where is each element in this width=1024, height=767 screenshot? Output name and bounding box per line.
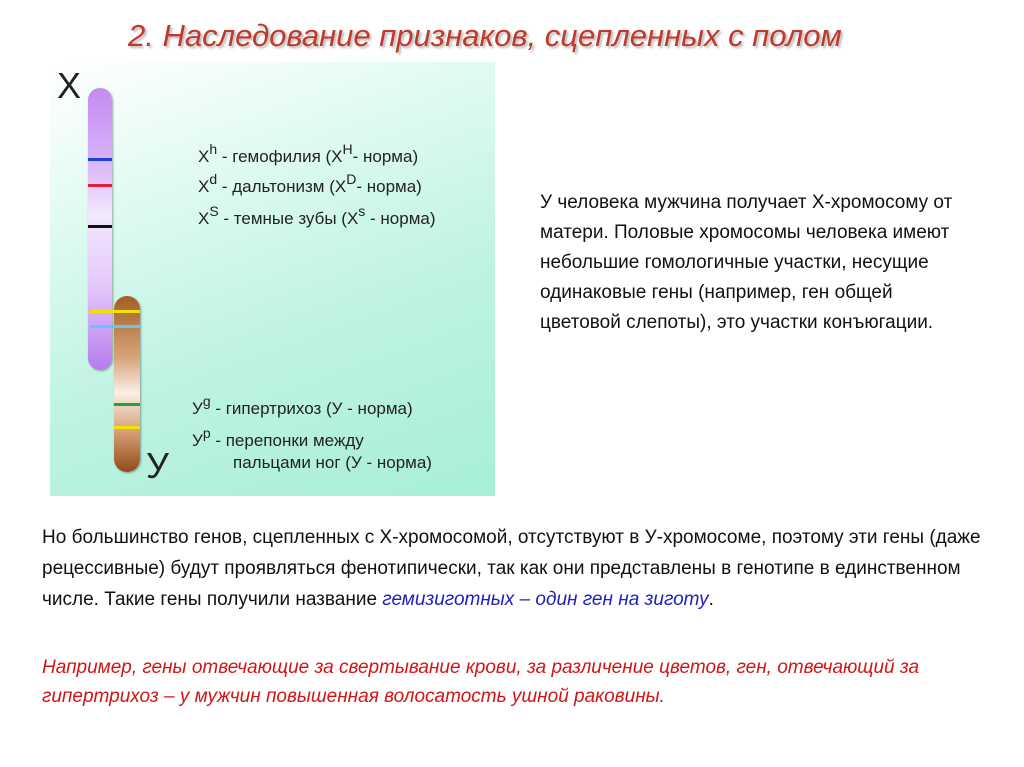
x-chromosome-label: X xyxy=(57,65,82,106)
homologous-band-yellow xyxy=(90,310,140,313)
conjugation-paragraph: У человека мужчина получает Х-хромосому от матери. Половые хромосомы человека имеют небольшие гомологичные участки, несущие одинаковые гены (например, ген общей цветовой слепоты), это участки конъюгации. xyxy=(540,192,953,333)
gene-webbed-toes-cont: пальцами ног (У - норма) xyxy=(233,453,432,472)
y-chromosome xyxy=(114,296,140,472)
gene-hemophilia: $X^h$ - гемофилия ($X^H-$ норма) xyxy=(198,141,419,166)
hemizygous-term: гемизиготных – один ген на зиготу xyxy=(382,589,709,610)
gene-dark-teeth: $X^S$ - темные зубы ($X^s$ - норма) xyxy=(198,203,436,228)
example-paragraph: Например, гены отвечающие за свертывание крови, за различение цветов, ген, отвечающий за гипертрихоз – у мужчин повышенная волосатость ушной раковины. xyxy=(42,657,920,707)
gene-hypertrichosis: $У^g$ - гипертрихоз (У - норма) xyxy=(192,393,413,418)
slide-title: 2. Наследование признаков, сцепленных с полом xyxy=(128,18,842,53)
homologous-band-blue xyxy=(90,325,140,328)
daltonism-band xyxy=(88,184,112,187)
webbed-toes-band xyxy=(114,426,140,429)
hypertrichosis-band xyxy=(114,403,140,406)
y-chromosome-label: У xyxy=(146,445,169,486)
hemizygous-paragraph: Но большинство генов, сцепленных с Х-хромосомой, отсутствуют в У-хромосоме, поэтому эти гены (даже рецессивные) будут проявляться фенотипически, так как они представлены в генотипе в единственном числе. Такие гены получили название гемизиготных – один ген на зиготу. xyxy=(42,527,981,610)
hemophilia-band xyxy=(88,158,112,161)
chromosome-diagram xyxy=(50,62,495,496)
dark-teeth-band xyxy=(88,225,112,228)
gene-webbed-toes: $У^p$ - перепонки между xyxy=(192,425,364,450)
gene-daltonism: $X^d$ - дальтонизм ($X^D-$ норма) xyxy=(198,171,422,196)
